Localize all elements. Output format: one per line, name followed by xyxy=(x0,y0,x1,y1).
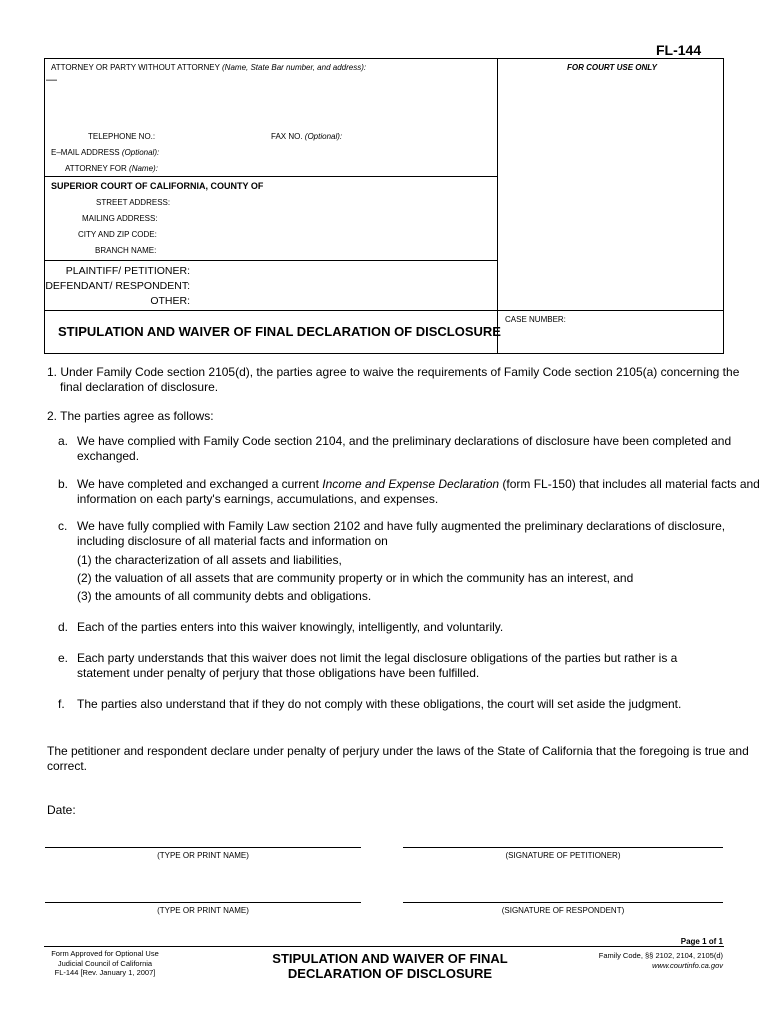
signature-petitioner-caption: (SIGNATURE OF PETITIONER) xyxy=(505,851,621,860)
court-use-label: FOR COURT USE ONLY xyxy=(567,63,657,72)
page-number: Page 1 of 1 xyxy=(680,937,723,946)
item-2c-letter: c. xyxy=(58,519,68,533)
name-line-respondent[interactable] xyxy=(45,902,361,903)
item-2e: Each party understands that this waiver does not limit the legal disclosure obligations of the parties but rather is a statement under penalty of perjury that those obligations have been fulfilled. xyxy=(77,651,678,680)
item-2b-letter: b. xyxy=(58,477,69,491)
signature-line-petitioner[interactable] xyxy=(403,847,723,848)
defendant-label: DEFENDANT/ RESPONDENT: xyxy=(45,280,190,292)
type-name-caption-1: (TYPE OR PRINT NAME) xyxy=(157,851,249,860)
footer-citation: Family Code, §§ 2102, 2104, 2105(d) www.courtinfo.ca.gov xyxy=(560,951,723,970)
item-2: 2. The parties agree as follows: xyxy=(47,409,214,423)
form-title: STIPULATION AND WAIVER OF FINAL DECLARATION OF DISCLOSURE xyxy=(58,324,501,339)
attorney-dash: — xyxy=(46,74,57,86)
caption-rule-parties xyxy=(44,260,498,261)
item-2f-letter: f. xyxy=(58,697,65,711)
item-2c: We have fully complied with Family Law section 2102 and have fully augmented the preliminary declarations of disclosure, including disclosure of all material facts and information on xyxy=(77,519,726,548)
item-2f: The parties also understand that if they do not comply with these obligations, the court will set aside the judgment. xyxy=(77,697,682,711)
form-id: FL-144 xyxy=(656,42,702,58)
item-2e-letter: e. xyxy=(58,651,69,665)
perjury-declaration: The petitioner and respondent declare under penalty of perjury under the laws of the State of California that the foregoing is true and correct. xyxy=(47,744,749,773)
caption-rule-court xyxy=(44,176,498,177)
item-2d-letter: d. xyxy=(58,620,69,634)
plaintiff-label: PLAINTIFF/ PETITIONER: xyxy=(65,265,190,277)
type-name-caption-2: (TYPE OR PRINT NAME) xyxy=(157,906,249,915)
mailing-address-label: MAILING ADDRESS: xyxy=(82,214,158,223)
email-label: E–MAIL ADDRESS (Optional): xyxy=(51,148,160,157)
street-address-label: STREET ADDRESS: xyxy=(96,198,171,207)
item-1: 1. Under Family Code section 2105(d), the parties agree to waive the requirements of Family Code section 2105(a) concerning the final declaration of disclosure. xyxy=(47,365,740,394)
telephone-label: TELEPHONE NO.: xyxy=(88,132,156,141)
item-2c-2: (2) the valuation of all assets that are community property or in which the community has an interest, and xyxy=(77,571,634,585)
item-2a-letter: a. xyxy=(58,434,69,448)
case-number-label: CASE NUMBER: xyxy=(505,315,566,324)
item-2a: We have complied with Family Code section 2104, and the preliminary declarations of disclosure have been completed and exchanged. xyxy=(77,434,732,463)
fax-label: FAX NO. (Optional): xyxy=(271,132,343,141)
name-line-petitioner[interactable] xyxy=(45,847,361,848)
item-2d: Each of the parties enters into this waiver knowingly, intelligently, and voluntarily. xyxy=(77,620,504,634)
branch-name-label: BRANCH NAME: xyxy=(95,246,157,255)
attorney-for-label: ATTORNEY FOR (Name): xyxy=(65,164,158,173)
footer-approval: Form Approved for Optional Use Judicial Council of California FL-144 [Rev. January 1, 2007] xyxy=(51,949,159,977)
courtinfo-link[interactable]: www.courtinfo.ca.gov xyxy=(652,960,723,970)
court-title: SUPERIOR COURT OF CALIFORNIA, COUNTY OF xyxy=(51,181,264,191)
city-zip-label: CITY AND ZIP CODE: xyxy=(78,230,157,239)
footer-rule xyxy=(44,946,724,947)
other-label: OTHER: xyxy=(150,295,190,307)
item-2c-1: (1) the characterization of all assets and liabilities, xyxy=(77,553,342,567)
item-2b: We have completed and exchanged a current Income and Expense Declaration (form FL-150) that includes all material facts and information on each party's earnings, accumulations, and expenses. xyxy=(77,477,760,506)
caption-rule-title xyxy=(44,310,724,311)
item-2c-3: (3) the amounts of all community debts and obligations. xyxy=(77,589,372,603)
date-label: Date: xyxy=(47,803,76,817)
signature-line-respondent[interactable] xyxy=(403,902,723,903)
signature-respondent-caption: (SIGNATURE OF RESPONDENT) xyxy=(501,906,625,915)
footer-form-title: STIPULATION AND WAIVER OF FINAL DECLARATION OF DISCLOSURE xyxy=(272,951,508,981)
attorney-label: ATTORNEY OR PARTY WITHOUT ATTORNEY (Name, State Bar number, and address): xyxy=(51,63,367,72)
